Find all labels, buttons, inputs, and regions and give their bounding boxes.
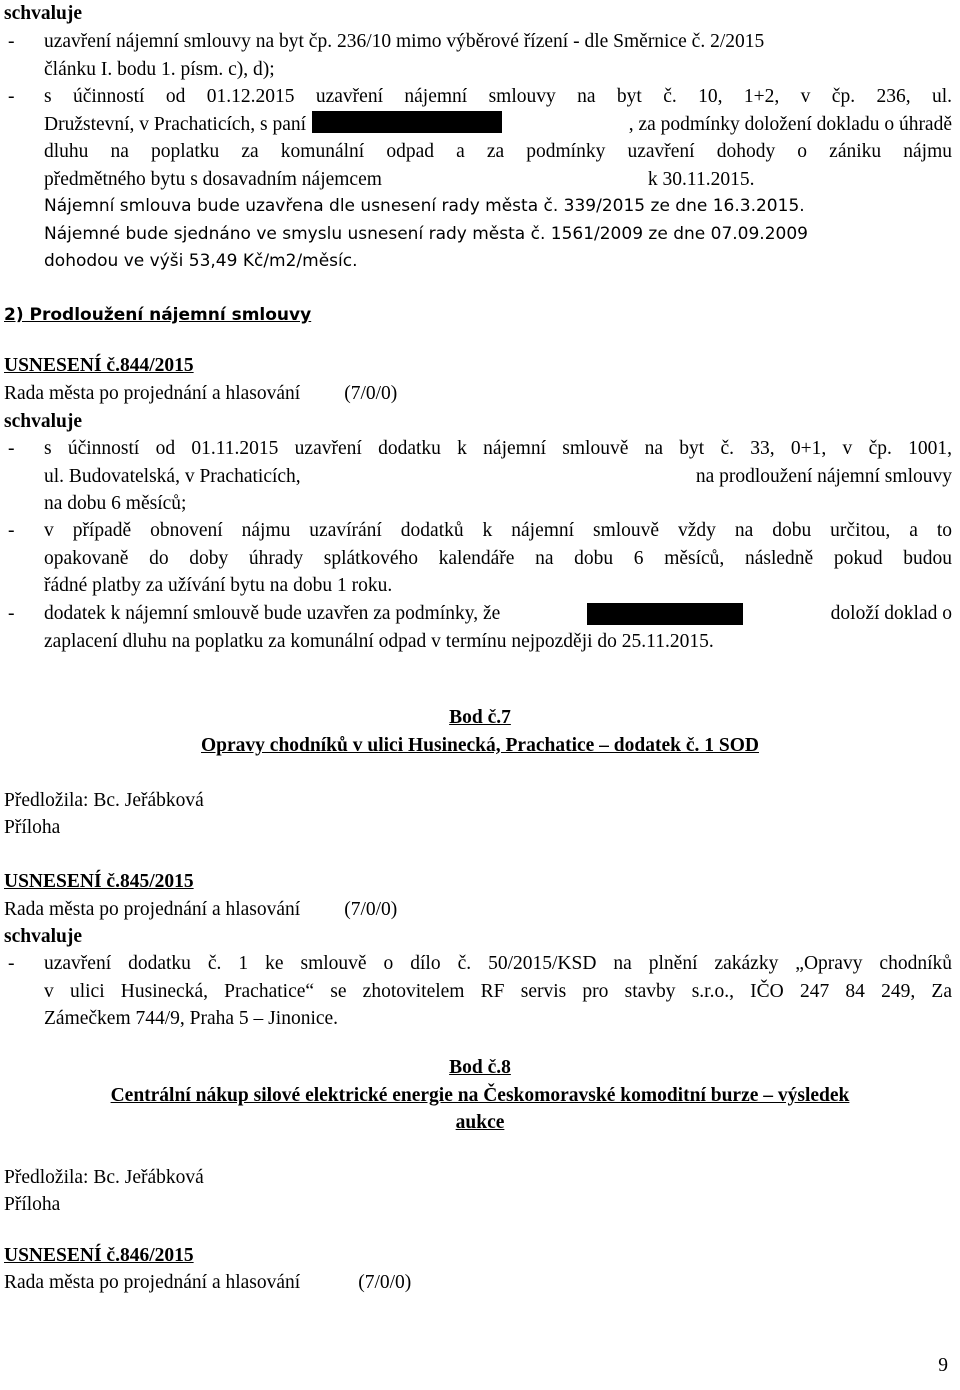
vote-line: Rada města po projednání a hlasování (7/0/0) — [4, 1272, 412, 1293]
list-item: uzavření dodatku č. 1 ke smlouvě o dílo č. 50/2015/KSD na plnění zakázky „Opravy chodníků v ulici Husinecká, Prachatice“ se zhotovitelem RF servis pro stavby s.r.o., IČO 247 84 249, Za Zámečkem 744/9, Praha 5 – Jinonice. — [44, 953, 952, 1029]
list-item: s účinností od 01.12.2015 uzavření nájemní smlouvy na byt č. 10, 1+2, v čp. 236, ul. Družstevní, v Prachaticích, s paní , za podmínky doložení dokladu o úhradě dluhu na poplatku za komunální odpad a za podmínky uzavření dohody o zániku nájmu předmětného bytu s dosavadním nájemcem k 30.11.2015. Nájemní smlouva bude uzavřena dle usnesení rady města č. 339/2015 ze dne 16.3.2015. Nájemné bude sjednáno ve smyslu usnesení rady města č. 1561/2009 ze dne 07.09.2009 dohodou ve výši 53,49 Kč/m2/měsíc. — [44, 86, 952, 271]
schvaluje-label: schvaluje — [4, 411, 82, 432]
resolution-number: USNESENÍ č.845/2015 — [4, 871, 194, 892]
bullet-dash: - — [8, 31, 15, 52]
vote-line: Rada města po projednání a hlasování (7/0/0) — [4, 383, 398, 404]
document-page — [4, 0, 960, 1390]
section-heading: 2) Prodloužení nájemní smlouvy — [4, 305, 312, 325]
bullet-dash: - — [8, 86, 15, 107]
agenda-item-title-continued: aukce — [455, 1112, 505, 1133]
resolution-number: USNESENÍ č.846/2015 — [4, 1245, 194, 1266]
agenda-item-number: Bod č.7 — [449, 707, 511, 728]
list-item: uzavření nájemní smlouvy na byt čp. 236/10 mimo výběrové řízení - dle Směrnice č. 2/2015 článku I. bodu 1. písm. c), d); — [44, 31, 765, 80]
bullet-dash: - — [8, 520, 15, 541]
redacted-name — [587, 603, 743, 625]
redacted-name — [312, 111, 502, 133]
bullet-dash: - — [8, 603, 15, 624]
list-item: v případě obnovení nájmu uzavírání dodatků k nájemní smlouvě vždy na dobu určitou, a to opakovaně do doby úhrady splátkového kalendáře na dobu 6 měsíců, následně pokud budou řádné platby za užívání bytu na dobu 1 roku. — [44, 520, 952, 596]
resolution-number: USNESENÍ č.844/2015 — [4, 355, 194, 376]
submitted-by: Předložila: Bc. Jeřábková — [4, 1167, 204, 1188]
schvaluje-label: schvaluje — [4, 926, 82, 947]
agenda-item-number: Bod č.8 — [449, 1057, 511, 1078]
bullet-dash: - — [8, 953, 15, 974]
list-item: s účinností od 01.11.2015 uzavření dodatku k nájemní smlouvě na byt č. 33, 0+1, v čp. 1001, ul. Budovatelská, v Prachaticích, na prodloužení nájemní smlouvy na dobu 6 měsíců; — [44, 438, 952, 514]
schvaluje-label: schvaluje — [4, 3, 82, 24]
submitted-by: Předložila: Bc. Jeřábková — [4, 790, 204, 811]
attachment-label: Příloha — [4, 1194, 61, 1215]
vote-line: Rada města po projednání a hlasování (7/0/0) — [4, 899, 398, 920]
agenda-item-title: Centrální nákup silové elektrické energie na Českomoravské komoditní burze – výsledek — [110, 1085, 850, 1106]
bullet-dash: - — [8, 438, 15, 459]
page-number: 9 — [938, 1355, 948, 1376]
list-item: dodatek k nájemní smlouvě bude uzavřen za podmínky, že doloží doklad o zaplacení dluhu na poplatku za komunální odpad v termínu nejpozději do 25.11.2015. — [44, 603, 952, 652]
attachment-label: Příloha — [4, 817, 61, 838]
agenda-item-title: Opravy chodníků v ulici Husinecká, Prachatice – dodatek č. 1 SOD — [201, 735, 759, 756]
